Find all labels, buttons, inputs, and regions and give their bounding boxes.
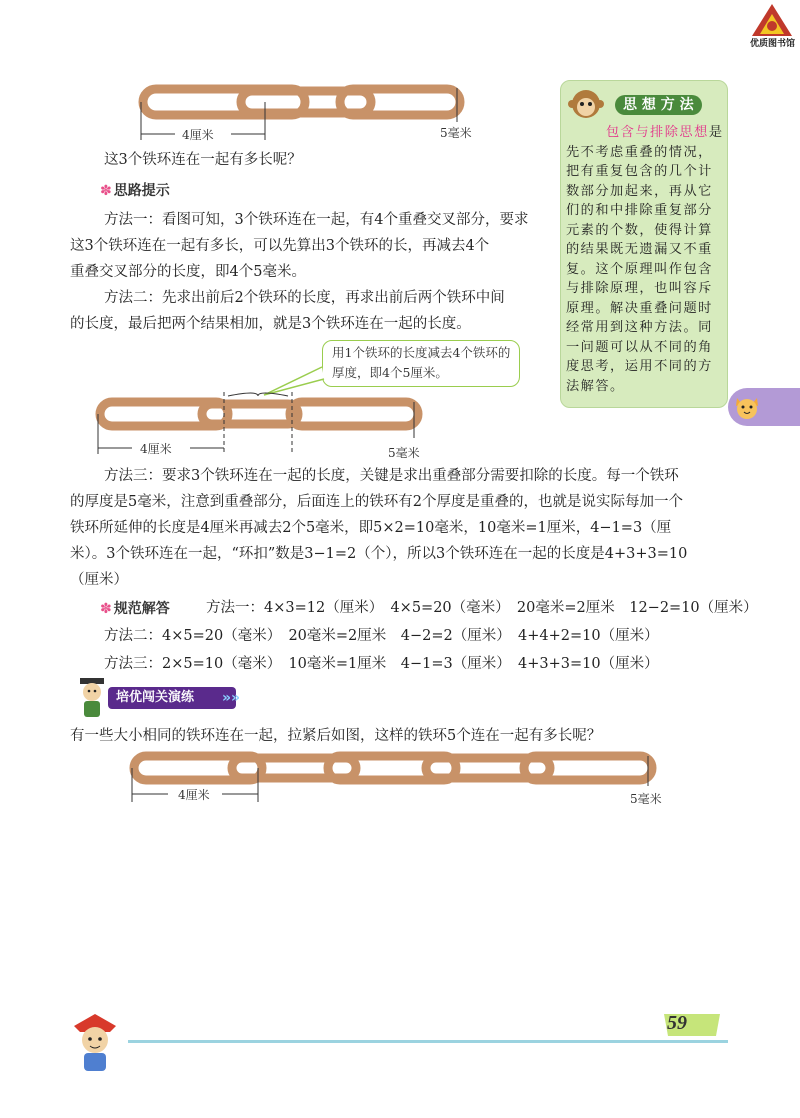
answer-row3: 方法三：2×5=10（毫米） 10毫米=1厘米 4−1=3（厘米） 4+3+3=10（厘米）: [104, 656, 659, 672]
fig1-thickness-label: 5毫米: [440, 126, 472, 140]
method2-line2: 的长度，最后把两个结果相加，就是3个铁环连在一起的长度。: [70, 316, 471, 332]
method3-line5: （厘米）: [70, 572, 128, 588]
answer-title-text: 规范解答: [113, 601, 170, 617]
hint-title: [100, 180, 170, 200]
ring: [232, 758, 356, 778]
cat-face-icon: [732, 392, 762, 422]
fig1-length-label: 4厘米: [182, 128, 214, 142]
sidebar-body: 是先不考虑重叠的情况，把有重复包含的几个计数部分加起来，再从它们的和中排除重复部分元素的个数，使得计算的结果既无遗漏又不重复。这个原理叫作包含与排除原理，也叫容斥原理。解决重叠问题时经常用到这种方法。同一问题可以从不同的角度思考，运用不同的方法解答。: [566, 125, 724, 394]
method3-line4: 米）。3个铁环连在一起，“环扣”数是3−1=2（个），所以3个铁环连在一起的长度是4+3+3=10: [70, 546, 688, 562]
chevrons-icon: »»: [222, 690, 241, 706]
ring: [290, 402, 418, 426]
sidebar-lead: 包含与排除思想: [606, 125, 709, 140]
practice-question: 有一些大小相同的铁环连在一起，拉紧后如图，这样的铁环5个连在一起有多长呢？: [70, 728, 602, 744]
method1-line1: 方法一：看图可知，3个铁环连在一起，有4个重叠交叉部分，要求: [104, 212, 529, 228]
answer-title: [100, 598, 170, 618]
answer-row2: 方法二：4×5=20（毫米） 20毫米=2厘米 4−2=2（厘米） 4+4+2=10（厘米）: [104, 628, 659, 644]
fig2-length-label: 4厘米: [140, 442, 172, 456]
callout-text: 用1个铁环的长度减去4个铁环的厚度，即4个5厘米。: [332, 345, 511, 380]
method1-line3: 重叠交叉部分的长度，即4个5毫米。: [70, 264, 306, 280]
method3-line1: 方法三：要求3个铁环连在一起的长度，关键是求出重叠部分需要扣除的长度。每一个铁环: [104, 468, 679, 484]
method1-line2: 这3个铁环连在一起有多长，可以先算出3个铁环的长，再减去4个: [70, 238, 490, 254]
sidebar-title: 思 想 方 法: [615, 95, 702, 115]
question: 这3个铁环连在一起有多长呢？: [104, 152, 302, 168]
page-number: 59: [667, 1012, 687, 1034]
monkey-icon: [566, 84, 606, 124]
practice-length-label: 4厘米: [178, 788, 210, 802]
hint-title-text: 思路提示: [113, 183, 170, 199]
logo-text: 优质图书馆: [750, 39, 796, 49]
ring: [202, 404, 298, 424]
sidebar-text: [566, 123, 724, 396]
ring: [524, 756, 652, 780]
practice-thickness-label: 5毫米: [630, 792, 662, 806]
flower-icon: ✽: [100, 601, 112, 617]
method3-line3: 铁环所延伸的长度是4厘米再减去2个5毫米，即5×2=10毫米，10毫米=1厘米，4−1=3（厘: [70, 520, 672, 536]
method2-line1: 方法二：先求出前后2个铁环的长度，再求出前后两个铁环中间: [104, 290, 505, 306]
practice-title: 培优闯关演练: [116, 690, 195, 705]
footer-rule: [128, 1040, 728, 1043]
answer-row1: 方法一：4×3=12（厘米） 4×5=20（毫米） 20毫米=2厘米 12−2=10（厘米）: [206, 600, 758, 616]
flower-icon: ✽: [100, 183, 112, 199]
method3-line2: 的厚度是5毫米，注意到重叠部分，后面连上的铁环有2个厚度是重叠的，也就是说实际每加一个: [70, 494, 683, 510]
scholar-mascot-icon: [72, 674, 112, 722]
footer-mascot-icon: [60, 1006, 130, 1076]
fig2-thickness-label: 5毫米: [388, 446, 420, 460]
